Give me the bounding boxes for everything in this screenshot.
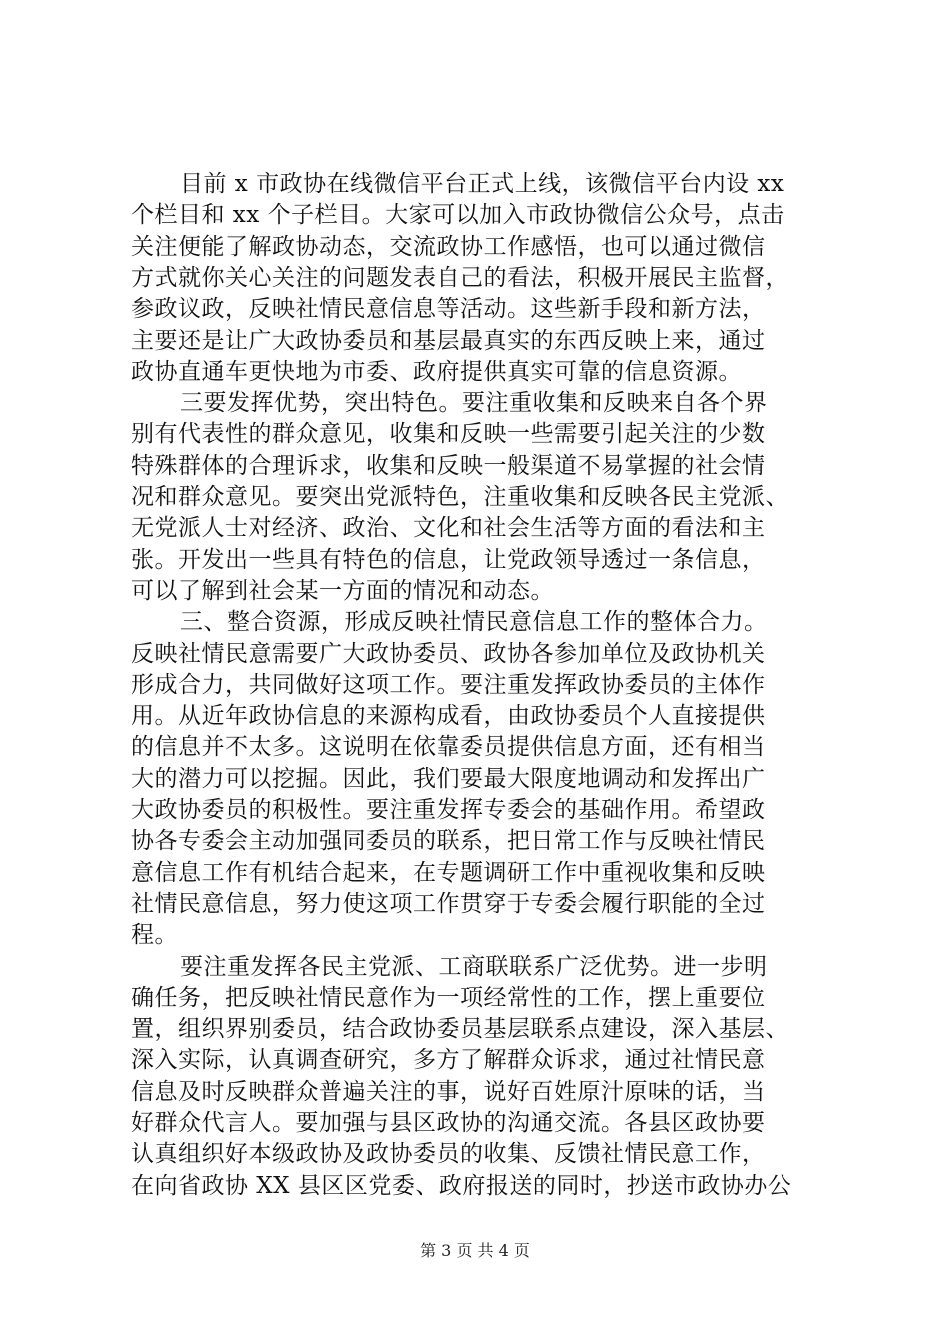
- text-line: 社情民意信息，努力使这项工作贯穿于专委会履行职能的全过: [131, 890, 766, 917]
- text-line: 目前 x 市政协在线微信平台正式上线，该微信平台内设 xx: [180, 171, 785, 197]
- page-number-footer: 第 3 页 共 4 页: [420, 1241, 530, 1260]
- text-line: 在向省政协 XX 县区区党委、政府报送的同时，抄送市政协办公: [131, 1172, 792, 1199]
- text-line: 政协直通车更快地为市委、政府提供真实可靠的信息资源。: [131, 358, 742, 385]
- text-line: 确任务，把反映社情民意作为一项经常性的工作，摆上重要位: [131, 984, 766, 1011]
- text-line: 特殊群体的合理诉求，收集和反映一般渠道不易掌握的社会情: [131, 452, 766, 479]
- text-line: 认真组织好本级政协及政协委员的收集、反馈社情民意工作，: [131, 1141, 766, 1168]
- text-line: 好群众代言人。要加强与县区政协的沟通交流。各县区政协要: [131, 1110, 766, 1136]
- text-line: 方式就你关心关注的问题发表自己的看法，积极开展民主监督，: [131, 264, 789, 291]
- text-line: 形成合力，共同做好这项工作。要注重发挥政协委员的主体作: [131, 671, 766, 698]
- section-heading: 三、整合资源，形成反映社情民意信息工作的整体合力。: [180, 609, 768, 636]
- text-line: 的信息并不太多。这说明在依靠委员提供信息方面，还有相当: [131, 734, 766, 761]
- text-line: 三要发挥优势，突出特色。要注重收集和反映来自各个界: [180, 390, 768, 417]
- text-line: 张。开发出一些具有特色的信息，让党政领导透过一条信息，: [131, 546, 766, 573]
- text-line: 置，组织界别委员，结合政协委员基层联系点建设，深入基层、: [131, 1016, 789, 1043]
- text-line: 无党派人士对经济、政治、文化和社会生活等方面的看法和主: [131, 515, 766, 542]
- text-line: 信息及时反映群众普遍关注的事，说好百姓原汁原味的话，当: [131, 1078, 766, 1105]
- text-line: 大的潜力可以挖掘。因此，我们要最大限度地调动和发挥出广: [131, 765, 766, 792]
- text-line: 反映社情民意需要广大政协委员、政协各参加单位及政协机关: [131, 640, 766, 667]
- text-line: 意信息工作有机结合起来，在专题调研工作中重视收集和反映: [131, 859, 766, 886]
- text-line: 用。从近年政协信息的来源构成看，由政协委员个人直接提供: [131, 703, 766, 730]
- text-line: 协各专委会主动加强同委员的联系，把日常工作与反映社情民: [131, 828, 766, 855]
- text-line: 程。: [131, 922, 178, 949]
- text-line: 况和群众意见。要突出党派特色，注重收集和反映各民主党派、: [131, 484, 789, 510]
- text-line: 要注重发挥各民主党派、工商联联系广泛优势。进一步明: [180, 953, 768, 980]
- text-line: 主要还是让广大政协委员和基层最真实的东西反映上来，通过: [131, 327, 766, 354]
- text-line: 可以了解到社会某一方面的情况和动态。: [131, 577, 554, 604]
- text-line: 个栏目和 xx 个子栏目。大家可以加入市政协微信公众号，点击: [131, 202, 785, 229]
- text-line: 别有代表性的群众意见，收集和反映一些需要引起关注的少数: [131, 421, 766, 448]
- text-line: 关注便能了解政协动态，交流政协工作感悟，也可以通过微信: [131, 233, 766, 260]
- text-line: 深入实际，认真调查研究，多方了解群众诉求，通过社情民意: [131, 1047, 766, 1074]
- text-line: 参政议政，反映社情民意信息等活动。这些新手段和新方法，: [131, 296, 766, 323]
- text-line: 大政协委员的积极性。要注重发挥专委会的基础作用。希望政: [131, 797, 766, 823]
